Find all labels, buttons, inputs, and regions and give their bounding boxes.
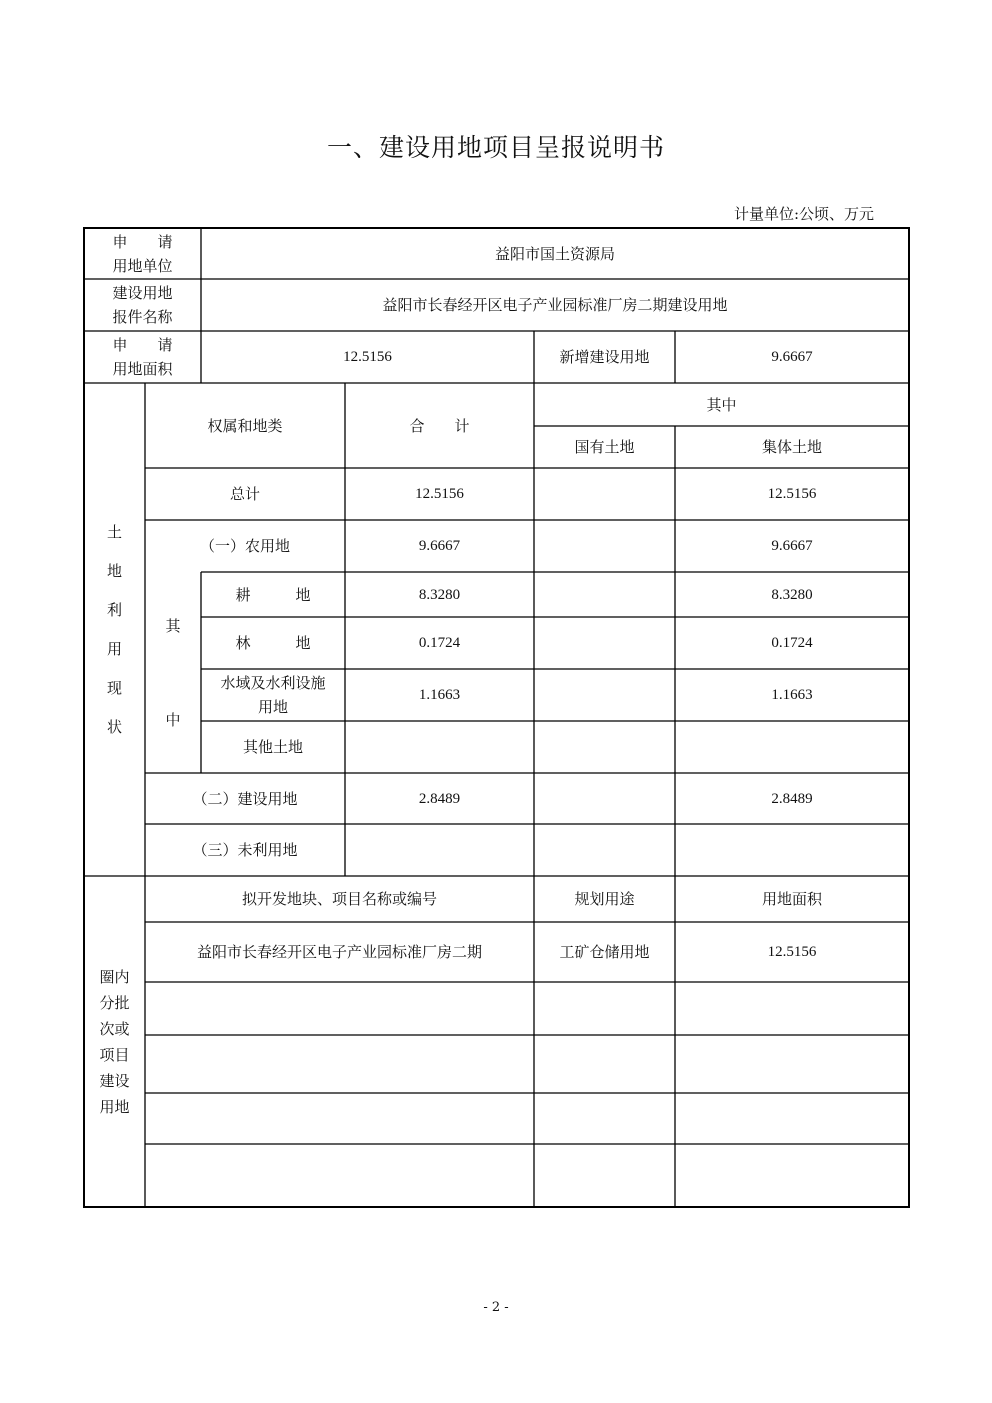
area-value: 12.5156 (343, 349, 392, 365)
batch-row-area (675, 982, 909, 1035)
area-label-bottom: 用地面积 (112, 360, 173, 378)
new-construction-label: 新增建设用地 (559, 348, 650, 366)
row-water-collective: 1.1663 (771, 687, 813, 703)
batch-col-use: 规划用途 (574, 890, 635, 908)
side-char: 利 (106, 600, 122, 619)
row-total-sum: 12.5156 (415, 486, 464, 502)
col-total-header: 合 计 (409, 416, 470, 435)
side-char: 地 (106, 561, 122, 580)
row-total-state (534, 468, 675, 520)
col-state-header: 国有土地 (574, 438, 635, 456)
row-other-collective (675, 721, 909, 773)
batch-row-area (675, 1093, 909, 1144)
applicant-label-bottom: 用地单位 (112, 256, 173, 275)
report-label-bottom: 报件名称 (112, 308, 173, 326)
row-unused-collective (675, 824, 909, 876)
row-forest-sum: 0.1724 (418, 635, 461, 651)
col-category-header: 权属和地类 (207, 416, 283, 435)
batch-side-char: 次或 (99, 1019, 130, 1038)
row-construction-state (534, 773, 675, 824)
document-title: 一、建设用地项目呈报说明书 (326, 133, 665, 162)
batch-col-name: 拟开发地块、项目名称或编号 (241, 890, 437, 908)
batch-row-use (534, 1144, 675, 1207)
batch-side-char: 圈内 (99, 967, 130, 986)
land-use-side-label (84, 383, 145, 876)
row-arable-sum: 8.3280 (418, 586, 461, 603)
batch-side-char: 建设 (99, 1071, 130, 1090)
row-agri-collective: 9.6667 (771, 538, 813, 554)
batch-side-char: 用地 (99, 1097, 130, 1116)
batch-side-char: 项目 (99, 1045, 130, 1064)
batch-row-name (145, 1144, 534, 1207)
batch-row-use (534, 1035, 675, 1093)
row-construction-collective: 2.8489 (771, 790, 813, 807)
row-arable-collective: 8.3280 (771, 586, 813, 603)
page-number: - 2 - (483, 1300, 509, 1315)
row-other-label: 其他土地 (242, 738, 303, 756)
batch-row-area (675, 1144, 909, 1207)
batch-row-name (145, 982, 534, 1035)
row-unused-label: （三）未利用地 (192, 841, 298, 859)
row-other-state (534, 721, 675, 773)
side-char: 土 (106, 522, 122, 541)
of-which-top: 其 (165, 616, 181, 635)
batch-side-label (84, 876, 145, 1207)
batch-row-use (534, 1093, 675, 1144)
of-which-bottom: 中 (165, 710, 181, 729)
row-construction-sum: 2.8489 (418, 790, 461, 807)
batch-row-area (675, 1035, 909, 1093)
row-arable-label: 耕 地 (235, 585, 311, 604)
col-collective-header: 集体土地 (761, 438, 822, 456)
row-water-label-bottom: 用地 (257, 698, 288, 716)
row-arable-state (534, 572, 675, 617)
applicant-label (84, 228, 201, 279)
batch-row-name (145, 1035, 534, 1093)
row-unused-state (534, 824, 675, 876)
row-agri-state (534, 520, 675, 572)
batch-side-char: 分批 (99, 993, 130, 1012)
col-of-which-header: 其中 (706, 395, 737, 414)
side-char: 现 (106, 678, 122, 697)
row-agri-sum: 9.6667 (418, 538, 461, 554)
applicant-value: 益阳市国土资源局 (494, 244, 615, 263)
row-other-sum (345, 721, 534, 773)
report-label-top: 建设用地 (112, 284, 173, 302)
area-label (84, 331, 201, 383)
new-construction-value: 9.6667 (771, 349, 813, 365)
row-forest-label: 林 地 (235, 634, 311, 652)
row-water-label (201, 669, 345, 721)
side-char: 用 (106, 639, 122, 658)
batch-row-area: 12.5156 (767, 944, 817, 960)
batch-row-name (145, 1093, 534, 1144)
row-total-label: 总计 (229, 485, 260, 503)
row-unused-sum (345, 824, 534, 876)
report-name-value: 益阳市长春经开区电子产业园标准厂房二期建设用地 (382, 296, 728, 314)
row-forest-collective: 0.1724 (771, 635, 813, 651)
area-label-top: 申 请 (112, 336, 173, 354)
row-water-state (534, 669, 675, 721)
row-construction-label: （二）建设用地 (192, 789, 298, 808)
report-name-label (84, 279, 201, 331)
row-water-label-top: 水域及水利设施 (220, 674, 326, 692)
batch-row-name: 益阳市长春经开区电子产业园标准厂房二期 (196, 943, 482, 961)
applicant-label-top: 申 请 (112, 232, 173, 251)
batch-col-area: 用地面积 (761, 890, 822, 908)
row-forest-state (534, 617, 675, 669)
unit-note: 计量单位:公顷、万元 (733, 205, 874, 223)
batch-row-use: 工矿仓储用地 (559, 943, 650, 961)
row-agri-label: （一）农用地 (199, 537, 290, 555)
row-water-sum: 1.1663 (418, 687, 461, 703)
row-total-collective: 12.5156 (767, 486, 817, 502)
side-char: 状 (106, 717, 122, 736)
batch-row-use (534, 982, 675, 1035)
of-which-label (145, 572, 201, 773)
